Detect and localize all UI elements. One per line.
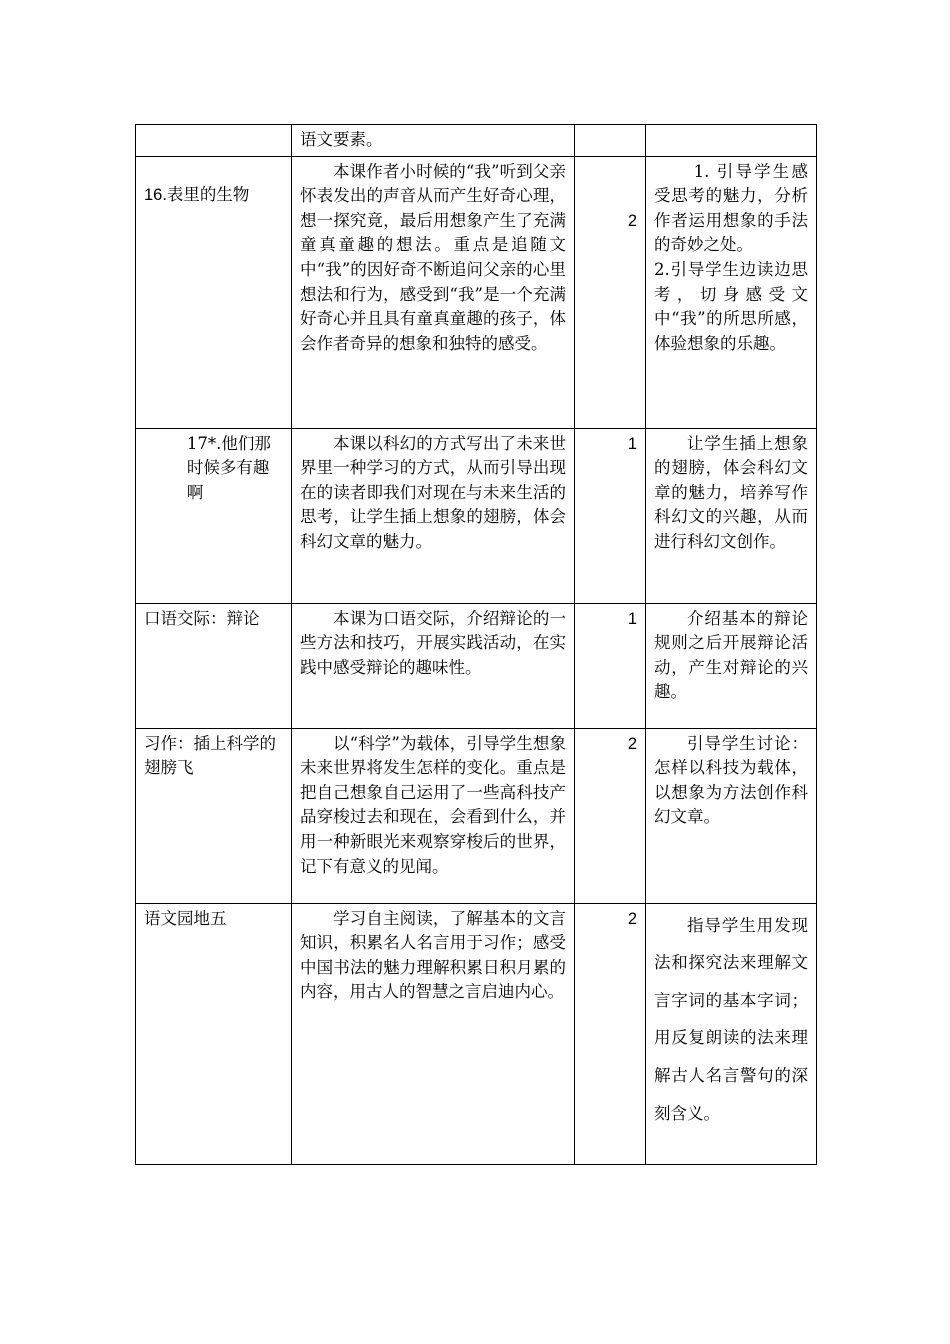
lesson-hours-cell [575, 156, 646, 428]
lesson-description: 学习自主阅读，了解基本的文言知识，积累名人名言用于习作；感受中国书法的魅力理解积累日积月累的内容，用古人的智慧之言启迪内心。 [300, 908, 566, 1002]
lesson-title-cell [136, 156, 292, 428]
lesson-title: 语文园地五 [144, 908, 227, 928]
lesson-hours-cell [575, 603, 646, 728]
lesson-title: 习作：插上科学的翅膀飞 [144, 733, 276, 778]
table-row [136, 603, 817, 728]
lesson-description: 本课为口语交际，介绍辩论的一些方法和技巧，开展实践活动，在实践中感受辩论的趣味性。 [300, 608, 566, 677]
lesson-title-cell [136, 603, 292, 728]
lesson-description: 本课以科幻的方式写出了未来世界里一种学习的方式，从而引导出现在的读者即我们对现在与未来生活的思考，让学生插上想象的翅膀，体会科幻文章的魅力。 [300, 433, 566, 551]
lesson-goal-cell [646, 603, 817, 728]
lesson-title-cell [136, 728, 292, 903]
table-row [136, 728, 817, 903]
lesson-hours: 2 [627, 909, 637, 928]
table-row [136, 156, 817, 428]
lesson-description-cell [292, 125, 575, 157]
lesson-description-cell [292, 603, 575, 728]
lesson-title-cell [136, 428, 292, 603]
lesson-hours-cell [575, 903, 646, 1164]
lesson-goal-cell [646, 125, 817, 157]
lesson-goal-1: 指导学生用发现法和探究法来理解文言字词的基本字词；用反复朗读的法来理解古人名言警句的深刻含义。 [654, 915, 808, 1123]
lesson-title: 16.表里的生物 [144, 185, 250, 204]
table-row [136, 125, 817, 157]
table-row [136, 903, 817, 1164]
lesson-description-cell [292, 428, 575, 603]
lesson-description-cell [292, 728, 575, 903]
lesson-goal-cell [646, 428, 817, 603]
lesson-title-cell [136, 125, 292, 157]
lesson-goal-1: 引导学生讨论：怎样以科技为载体，以想象为方法创作科幻文章。 [654, 733, 808, 827]
lesson-hours: 2 [627, 734, 637, 753]
lesson-description-cell [292, 903, 575, 1164]
lesson-goal-cell [646, 156, 817, 428]
lesson-goal-1: 介绍基本的辩论规则之后开展辩论活动，产生对辩论的兴趣。 [654, 608, 808, 702]
lesson-hours-cell [575, 125, 646, 157]
lesson-description: 以“科学”为载体，引导学生想象未来世界将发生怎样的变化。重点是把自己想象自己运用了一些高科技产品穿梭过去和现在，会看到什么，并用一种新眼光来观察穿梭后的世界，记下有意义的见闻。 [300, 733, 566, 876]
lesson-description: 本课作者小时候的“我”听到父亲怀表发出的声音从而产生好奇心理，想一探究竟，最后用想象产生了充满童真童趣的想法。重点是追随文中“我”的因好奇不断追问父亲的心里想法和行为，感受到“我”是一个充满好奇心并且具有童真童趣的孩子，体会作者奇异的想象和独特的感受。 [300, 161, 566, 353]
lesson-hours: 1 [627, 434, 637, 453]
table-row [136, 428, 817, 603]
lesson-description: 语文要素。 [300, 130, 383, 149]
lesson-goal-cell [646, 728, 817, 903]
lesson-hours: 2 [627, 211, 637, 230]
lesson-goal-cell [646, 903, 817, 1164]
lesson-goal-2: 2.引导学生边读边思考，切身感受文中“我”的所思所感，体验想象的乐趣。 [654, 259, 808, 353]
lesson-hours-cell [575, 728, 646, 903]
lesson-goal-1: 让学生插上想象的翅膀，体会科幻文章的魅力，培养写作科幻文的兴趣，从而进行科幻文创作。 [654, 433, 808, 551]
lesson-hours-cell [575, 428, 646, 603]
lesson-plan-table [135, 124, 817, 1165]
lesson-title-cell [136, 903, 292, 1164]
lesson-title: 17*.他们那时候多有趣啊 [186, 433, 271, 502]
lesson-goal-1: 1. 引导学生感受思考的魅力，分析作者运用想象的手法的奇妙之处。 [654, 161, 808, 255]
lesson-hours: 1 [627, 609, 637, 628]
lesson-title: 口语交际：辩论 [144, 608, 260, 628]
lesson-description-cell [292, 156, 575, 428]
